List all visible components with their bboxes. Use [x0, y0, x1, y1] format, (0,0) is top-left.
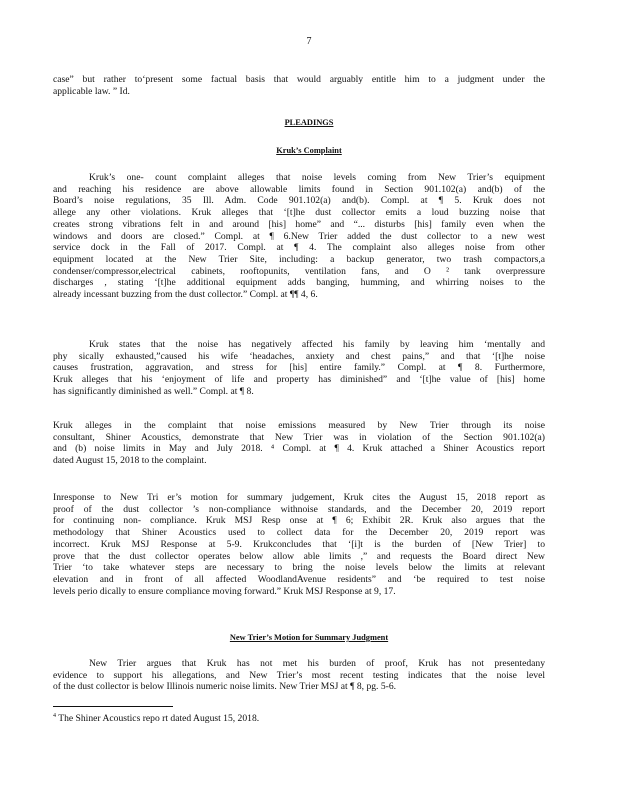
footnote	[53, 713, 259, 724]
para1-line: Kruk’s one- count complaint alleges that noise levels coming from New Trier’s equipment	[89, 172, 545, 183]
intro-line-2: applicable law. ” Id.	[53, 85, 130, 97]
para1-line: condenser/compressor,electrical cabinets, rooftopunits, ventilation fans, and O ² tank overpressure	[53, 265, 545, 277]
footnote-marker: 4	[53, 713, 56, 719]
para2-line: has significantly diminished as well.” Compl. at ¶ 8.	[53, 385, 254, 397]
para1-line: discharges , stating ‘[t]he additional equipment adds banging, humming, and whirring noises to the	[53, 277, 545, 289]
para2-line: Kruk alleges that his ‘enjoyment of life and property has diminished” and ‘[t]he value of [his] home	[53, 374, 545, 386]
para1-line: Board’s noise regulations, 35 Ill. Adm. Code 901.102(a) and(b). Compl. at ¶ 5. Kruk does not	[53, 195, 545, 207]
page-number: 7	[306, 36, 312, 47]
para1-line: allege any other violations. Kruk alleges that ‘[t]he dust collector emits a loud buzzing noise that	[53, 207, 545, 219]
para4-line: elevation and in front of all affected WoodlandAvenue residents” and ‘be required to test noise	[53, 573, 545, 585]
para4-line: Inresponse to New Tri er’s motion for summary judgement, Kruk cites the August 15, 2018 report as	[53, 492, 545, 503]
para4-line: prove that the dust collector operates below allow able limits ,” and requests the Board direct New	[53, 550, 545, 562]
para3-line: dated August 15, 2018 to the complaint.	[53, 455, 207, 467]
para4-line: Trier ‘to take whatever steps are necessary to bring the noise levels below the limits at relevant	[53, 562, 545, 574]
paragraph-response	[53, 492, 545, 597]
para5-line: evidence to support his allegations, and New Trier’s most recent testing indicates that the noise level	[53, 669, 545, 681]
para2-line: causes frustration, aggravation, and stress for [his] entire family.” Compl. at ¶ 8. Furthermore,	[53, 362, 545, 374]
footnote-text: The Shiner Acoustics repo rt dated August 15, 2018.	[58, 713, 260, 725]
para3-line: and (b) noise limits in May and July 2018. ⁴ Compl. at ¶ 4. Kruk attached a Shiner Acoustics report	[53, 443, 545, 455]
para1-line: and reaching his residence are above allowable limits found in Section 901.102(a) and(b) of the	[53, 183, 545, 195]
para5-line: New Trier argues that Kruk has not met his burden of proof, Kruk has not presentedany	[89, 658, 545, 669]
paragraph-complaint	[53, 172, 545, 301]
para3-line: Kruk alleges in the complaint that noise emissions measured by New Trier through its noise	[53, 420, 545, 431]
para1-line: already incessant buzzing from the dust collector.” Compl. at ¶¶ 4, 6.	[53, 289, 318, 301]
para1-line: service dock in the Fall of 2017. Compl. at ¶ 4. The complaint also alleges noise from other	[53, 242, 545, 254]
para4-line: methodology that Shiner Acoustics used to collect data for the December 20, 2019 report was	[53, 527, 545, 539]
para2-line: Kruk states that the noise has negatively affected his family by leaving him ‘mentally and	[89, 339, 545, 350]
para1-line: creates strong vibrations felt in and around [his] home” and “... disturbs [his] family even when the	[53, 218, 545, 230]
heading-motion-summary-judgment: New Trier’s Motion for Summary Judgment	[229, 633, 389, 642]
para4-line: for continuing non- compliance. Kruk MSJ Resp onse at ¶ 6; Exhibit 2R. Kruk also argues that the	[53, 515, 545, 527]
heading-kruks-complaint: Kruk’s Complaint	[276, 146, 342, 155]
para3-line: consultant, Shiner Acoustics, demonstrate that New Trier was in violation of the Section 901.102(a)	[53, 431, 545, 443]
intro-line-1: case” but rather to‘present some factual basis that would arguably entitle him to a judgment under the	[53, 74, 545, 85]
para5-line: of the dust collector is below Illinois numeric noise limits. New Trier MSJ at ¶ 8, pg. 5-6.	[53, 681, 397, 693]
para4-line: incorrect. Kruk MSJ Response at 5-9. Krukconcludes that ‘[i]t is the burden of [New Trier] to	[53, 538, 545, 550]
paragraph-emissions	[53, 420, 545, 467]
paragraph-motion	[53, 658, 545, 693]
footnote-divider	[53, 706, 173, 707]
heading-pleadings: PLEADINGS	[284, 118, 334, 127]
para1-line: windows and doors are closed.” Compl. at ¶ 6.New Trier added the dust collector to a new west	[53, 230, 545, 242]
paragraph-effects	[53, 339, 545, 398]
para4-line: proof of the dust collector ’s non-compliance withnoise standards, and the December 20, 2019 report	[53, 503, 545, 515]
para2-line: phy sically exhausted,”caused his wife ‘headaches, anxiety and chest pains,” and that ‘[t]he noise	[53, 350, 545, 362]
para1-line: equipment located at the New Trier Site, including: a backup generator, two trash compactors,a	[53, 253, 545, 265]
para4-line: levels perio dically to ensure compliance moving forward.” Kruk MSJ Response at 9, 17.	[53, 585, 396, 597]
intro-paragraph	[53, 74, 545, 97]
